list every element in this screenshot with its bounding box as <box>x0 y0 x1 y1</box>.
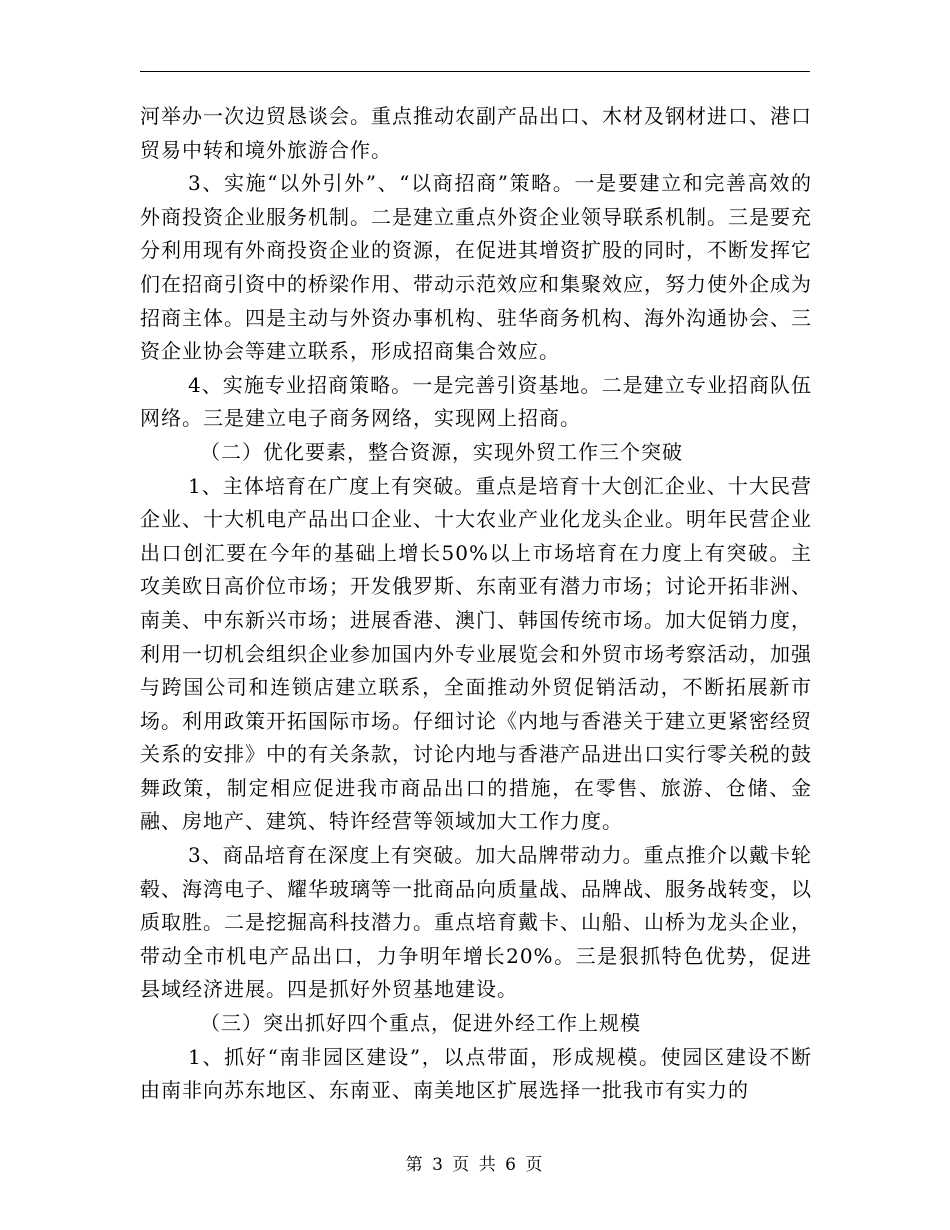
paragraph-item-4-policy: 4、实施专业招商策略。一是完善引资基地。二是建立专业招商队伍网络。三是建立电子商务网络，实现网上招商。 <box>140 372 812 431</box>
paragraph-continuation: 河举办一次边贸恳谈会。重点推动农副产品出口、木材及钢材进口、港口贸易中转和境外旅游合作。 <box>140 104 812 162</box>
paragraph-focus-1: 1、抓好“南非园区建设”，以点带面，形成规模。使园区建设不断由南非向苏东地区、东南亚、南美地区扩展选择一批我市有实力的 <box>140 1044 812 1103</box>
document-body <box>140 100 812 1108</box>
section-heading-2: （二）优化要素，整合资源，实现外贸工作三个突破 <box>200 439 683 464</box>
header-rule <box>140 71 810 72</box>
paragraph-breakthrough-3: 3、商品培育在深度上有突破。加大品牌带动力。重点推介以戴卡轮毂、海湾电子、耀华玻璃等一批商品向质量战、品牌战、服务战转变，以质取胜。二是挖掘高科技潜力。重点培育戴卡、山船、山桥为龙头企业，带动全市机电产品出口，力争明年增长20%。三是狠抓特色优势，促进县域经济进展。四是抓好外贸基地建设。 <box>140 843 812 1002</box>
paragraph-breakthrough-1: 1、主体培育在广度上有突破。重点是培育十大创汇企业、十大民营企业、十大机电产品出口企业、十大农业产业化龙头企业。明年民营企业出口创汇要在今年的基础上增长50%以上市场培育在力度上有突破。主攻美欧日高价位市场；开发俄罗斯、东南亚有潜力市场；讨论开拓非洲、南美、中东新兴市场；进展香港、澳门、韩国传统市场。加大促销力度，利用一切机会组织企业参加国内外专业展览会和外贸市场考察活动，加强与跨国公司和连锁店建立联系，全面推动外贸促销活动，不断拓展新市场。利用政策开拓国际市场。仔细讨论《内地与香港关于建立更紧密经贸关系的安排》中的有关条款，讨论内地与香港产品进出口实行零关税的鼓舞政策，制定相应促进我市商品出口的措施，在零售、旅游、仓储、金融、房地产、建筑、特许经营等领域加大工作力度。 <box>140 473 812 834</box>
paragraph-item-3-policy: 3、实施“以外引外”、“以商招商”策略。一是要建立和完善高效的外商投资企业服务机制。二是建立重点外资企业领导联系机制。三是要充分利用现有外商投资企业的资源，在促进其增资扩股的同时，不断发挥它们在招商引资中的桥梁作用、带动示范效应和集聚效应，努力使外企成为招商主体。四是主动与外资办事机构、驻华商务机构、海外沟通协会、三资企业协会等建立联系，形成招商集合效应。 <box>140 171 812 364</box>
page-number-footer: 第 3 页 共 6 页 <box>405 1155 545 1175</box>
section-heading-3: （三）突出抓好四个重点，促进外经工作上规模 <box>200 1011 641 1036</box>
